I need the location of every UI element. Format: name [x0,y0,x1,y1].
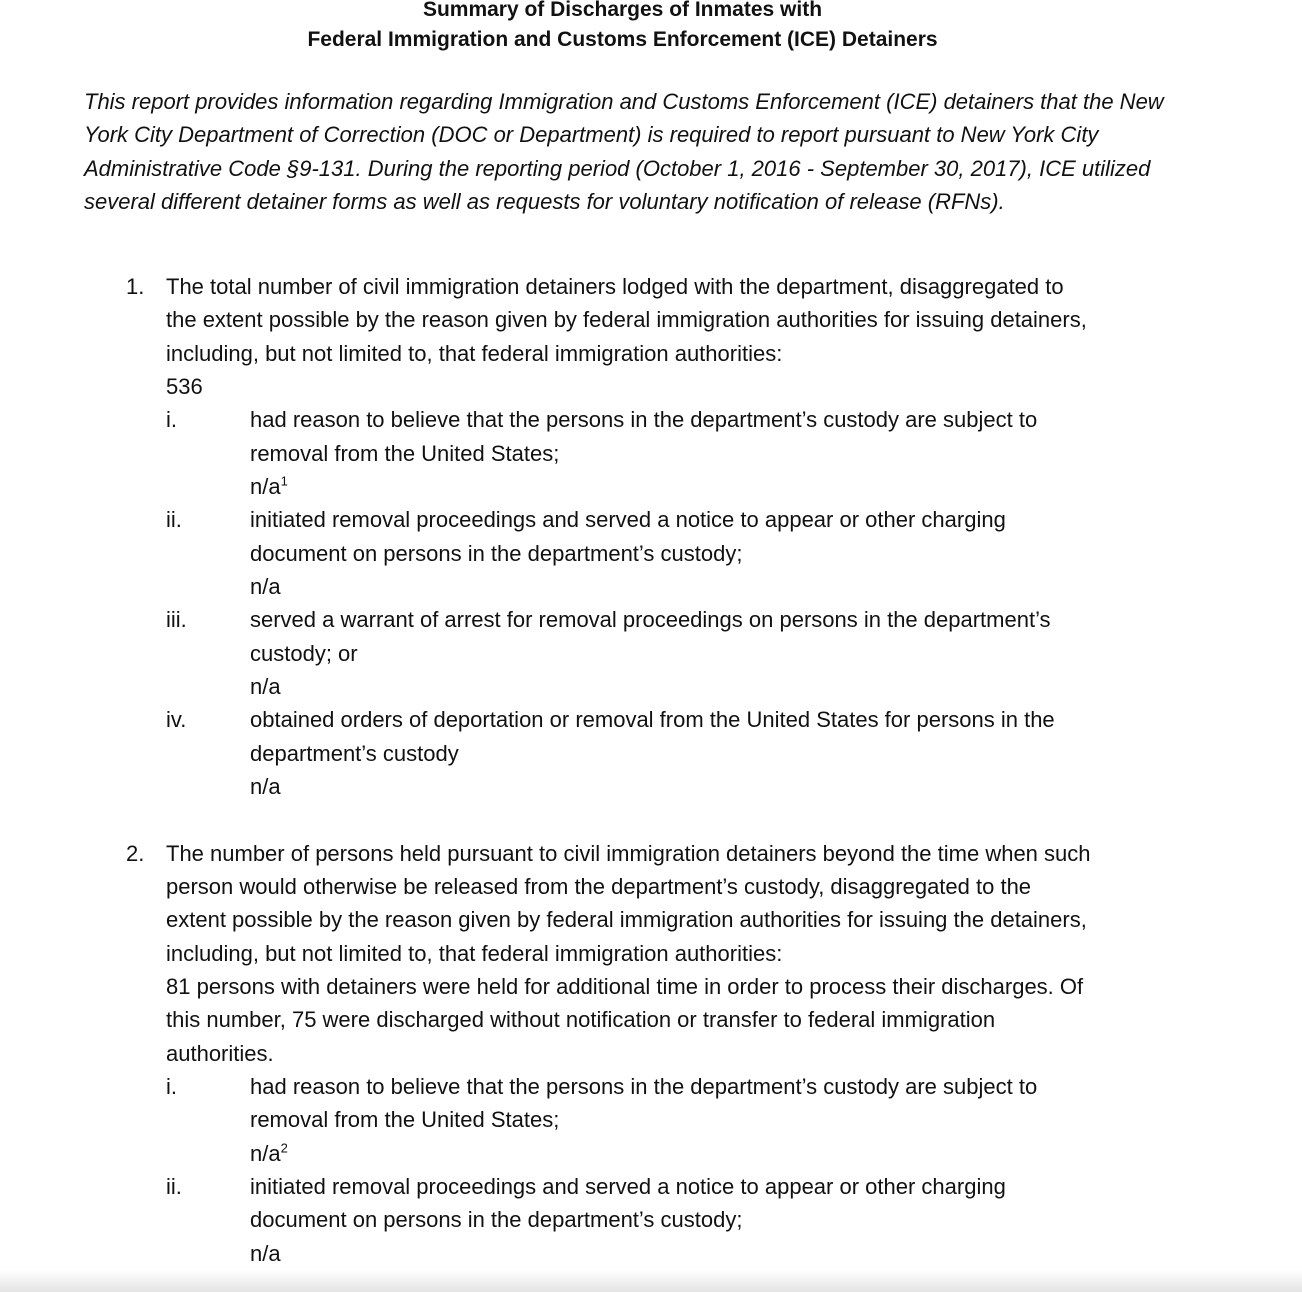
section-2-item-ii-numeral: ii. [166,1174,182,1199]
section-1-item-iv-answer: n/a [250,774,281,799]
footnote-marker-2[interactable]: 2 [280,1140,288,1156]
section-1-item-ii-line-1: initiated removal proceedings and served a notice to appear or other charging [250,507,1006,532]
document-title-line-1: Summary of Discharges of Inmates with [422,0,823,21]
section-1-item-iv-line-1: obtained orders of deportation or removal from the United States for persons in the [250,707,1055,732]
page-bottom-shadow [0,1270,1302,1292]
section-2-question-line-1: The number of persons held pursuant to civil immigration detainers beyond the time when such [166,841,1091,866]
section-1-item-iii-line-1: served a warrant of arrest for removal proceedings on persons in the department’s [250,607,1051,632]
section-2-answer-line-1: 81 persons with detainers were held for additional time in order to process their discharges. Of [166,974,1084,999]
section-1-item-ii-numeral: ii. [166,507,182,532]
section-2-item-i-answer [250,1137,288,1170]
section-1-answer: 536 [166,374,203,399]
section-2-answer-line-3: authorities. [166,1041,274,1066]
section-2-number: 2. [126,841,145,866]
section-1-item-iii-numeral: iii. [166,607,187,632]
section-2-item-ii-line-1: initiated removal proceedings and served a notice to appear or other charging [250,1174,1006,1199]
intro-paragraph: This report provides information regarding Immigration and Customs Enforcement (ICE) detainers that the New York City Department of Correction (DOC or Department) is required to report pursuant to New York City Administrative Code §9-131. During the reporting period (October 1, 2016 - September 30, 2017), ICE utilized several different detainer forms as well as requests for voluntary notification of release (RFNs). [84,89,1164,214]
section-1-item-i-answer-text: n/a [250,474,281,499]
section-1-question-line-1: The total number of civil immigration detainers lodged with the department, disaggregated to [166,274,1064,299]
document-title-line-2: Federal Immigration and Customs Enforcement (ICE) Detainers [307,28,938,51]
section-1-item-i-answer [250,470,288,503]
section-1-item-i-numeral: i. [166,407,177,432]
footnote-marker-1[interactable]: 1 [280,473,288,489]
section-1-question-line-3: including, but not limited to, that federal immigration authorities: [166,341,783,366]
section-1-item-ii-line-2: document on persons in the department’s custody; [250,541,743,566]
section-1-item-iii-answer: n/a [250,674,281,699]
section-1-item-iv-numeral: iv. [166,707,187,732]
section-2-item-i-line-1: had reason to believe that the persons in the department’s custody are subject to [250,1074,1038,1099]
section-1-item-i-line-2: removal from the United States; [250,441,560,466]
section-1-number: 1. [126,274,145,299]
section-2-item-i-numeral: i. [166,1074,177,1099]
section-2-item-ii-line-2: document on persons in the department’s custody; [250,1207,743,1232]
section-2-item-i-line-2: removal from the United States; [250,1107,560,1132]
section-2-item-ii-answer: n/a [250,1241,281,1266]
section-1-item-iii-line-2: custody; or [250,641,358,666]
section-1-item-i-line-1: had reason to believe that the persons in the department’s custody are subject to [250,407,1038,432]
section-2-question-line-3: extent possible by the reason given by federal immigration authorities for issuing the detainers, [166,907,1087,932]
section-1-item-ii-answer: n/a [250,574,281,599]
section-2-item-i-answer-text: n/a [250,1141,281,1166]
section-2-question-line-2: person would otherwise be released from the department’s custody, disaggregated to the [166,874,1032,899]
section-1-item-iv-line-2: department’s custody [250,741,459,766]
section-2-answer-line-2: this number, 75 were discharged without notification or transfer to federal immigration [166,1007,996,1032]
section-1-question-line-2: the extent possible by the reason given by federal immigration authorities for issuing detainers, [166,307,1087,332]
section-2-question-line-4: including, but not limited to, that federal immigration authorities: [166,941,783,966]
